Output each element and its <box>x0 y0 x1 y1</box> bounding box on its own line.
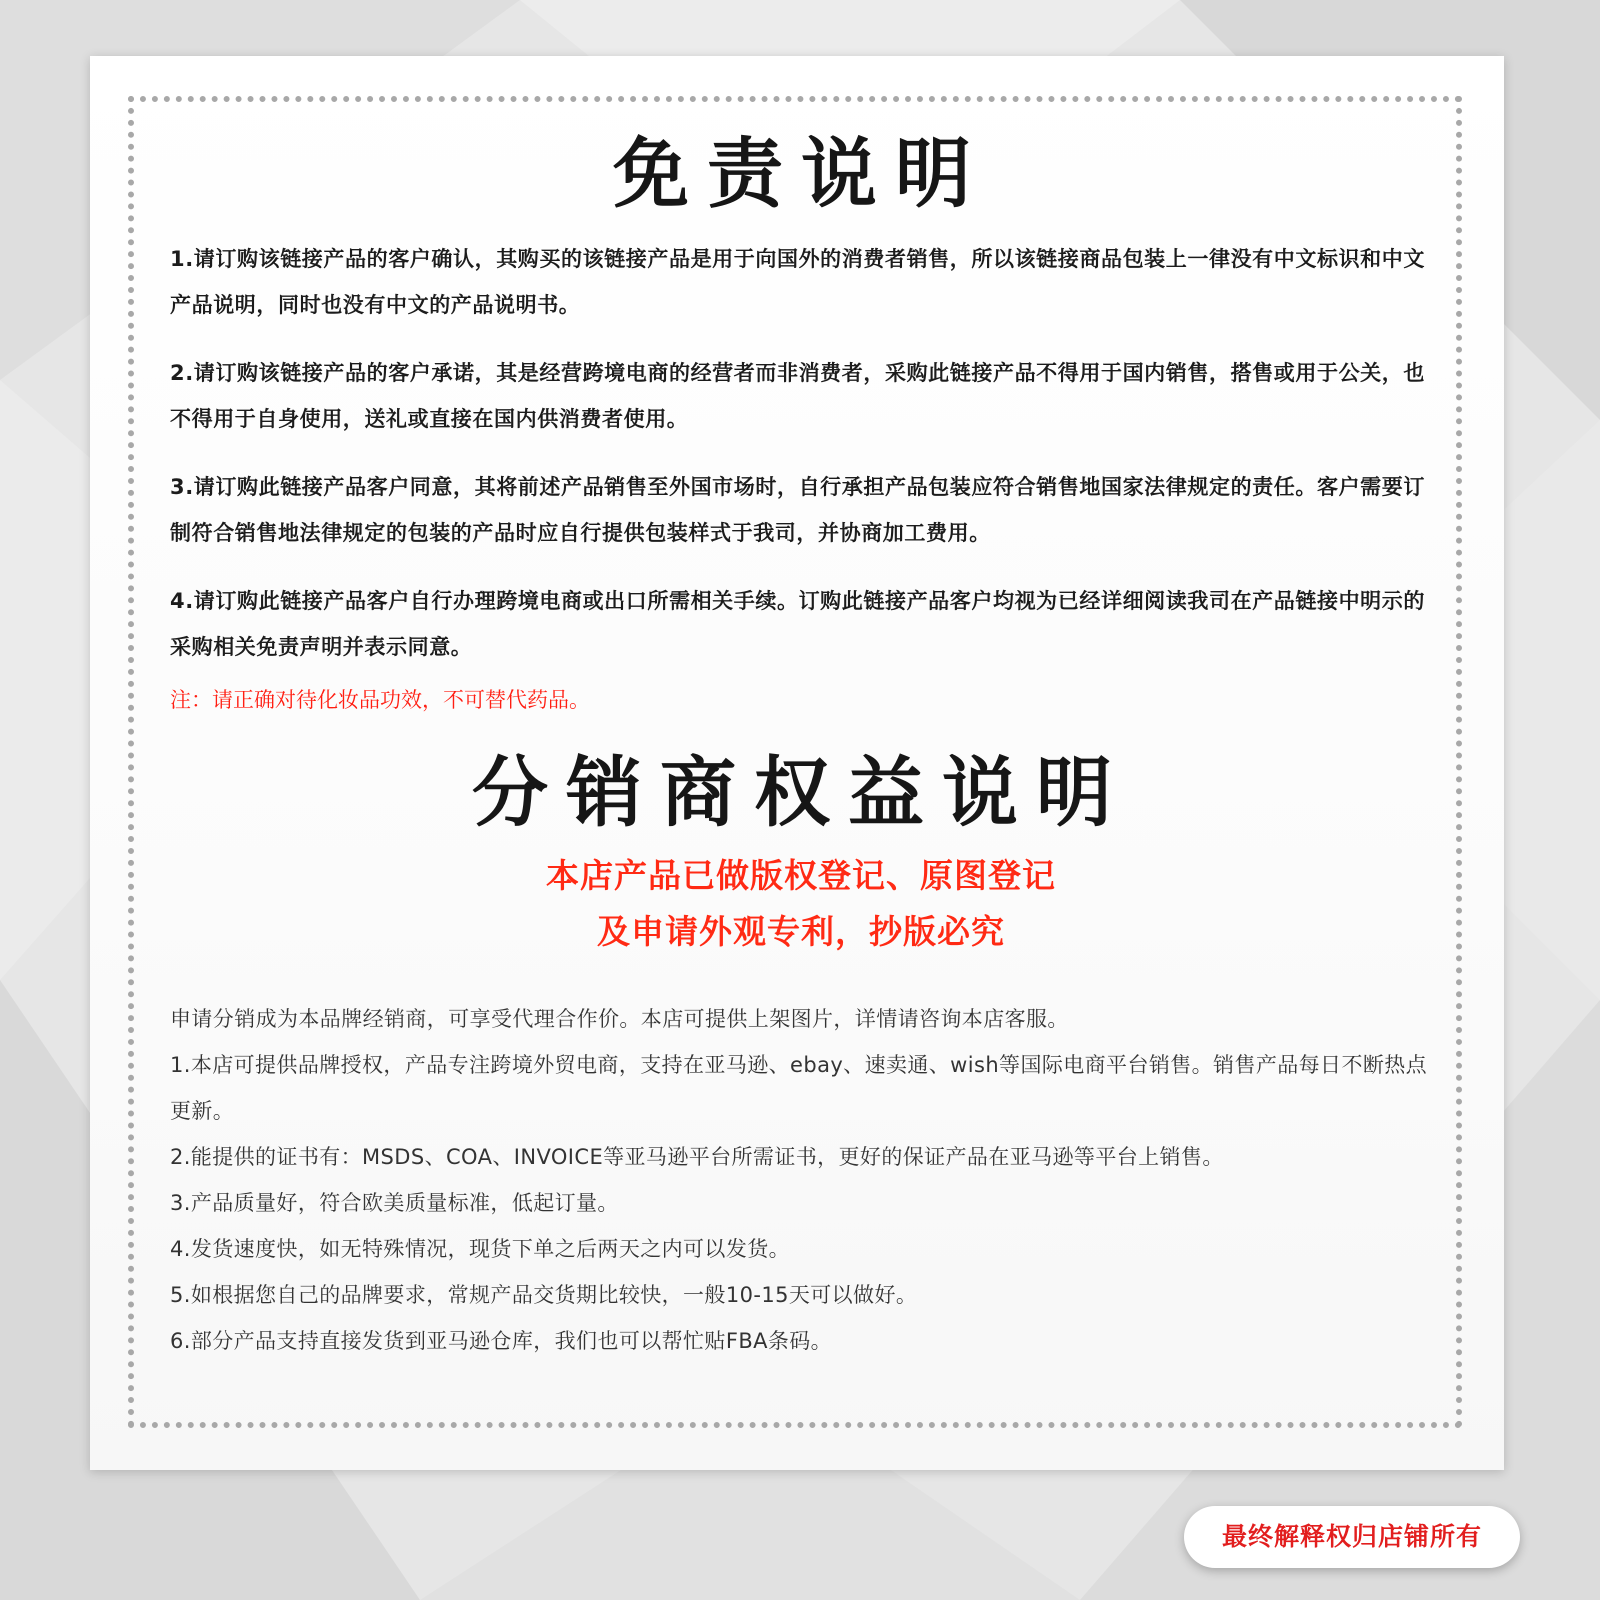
disclaimer-item-2: 2.请订购该链接产品的客户承诺，其是经营跨境电商的经营者而非消费者，采购此链接产品不得用于国内销售，搭售或用于公关，也不得用于自身使用，送礼或直接在国内供消费者使用。 <box>170 361 1425 431</box>
distributor-title: 分销商权益说明 <box>472 748 1130 837</box>
content-area <box>170 116 1432 1364</box>
distributor-benefits-list <box>170 996 1432 1364</box>
disclaimer-title: 免责说明 <box>613 129 989 218</box>
document-card <box>90 56 1504 1470</box>
cosmetics-note: 注：请正确对待化妆品功效，不可替代药品。 <box>170 688 590 712</box>
final-interpretation-badge: 最终解释权归店铺所有 <box>1184 1506 1520 1568</box>
benefit-item-1: 1.本店可提供品牌授权，产品专注跨境外贸电商，支持在亚马逊、ebay、速卖通、wish等国际电商平台销售。销售产品每日不断热点更新。 <box>170 1053 1428 1123</box>
benefit-item-4: 4.发货速度快，如无特殊情况，现货下单之后两天之内可以发货。 <box>170 1237 791 1261</box>
disclaimer-item-3: 3.请订购此链接产品客户同意，其将前述产品销售至外国市场时，自行承担产品包装应符合销售地国家法律规定的责任。客户需要订制符合销售地法律规定的包装的产品时应自行提供包装样式于我司，并协商加工费用。 <box>170 475 1425 545</box>
benefit-item-3: 3.产品质量好，符合欧美质量标准，低起订量。 <box>170 1191 619 1215</box>
benefit-item-5: 5.如根据您自己的品牌要求，常规产品交货期比较快，一般10-15天可以做好。 <box>170 1283 918 1307</box>
copyright-notice-line-2: 及申请外观专利，抄版必究 <box>597 912 1005 951</box>
benefit-item-6: 6.部分产品支持直接发货到亚马逊仓库，我们也可以帮忙贴FBA条码。 <box>170 1329 833 1353</box>
disclaimer-item-4: 4.请订购此链接产品客户自行办理跨境电商或出口所需相关手续。订购此链接产品客户均视为已经详细阅读我司在产品链接中明示的采购相关免责声明并表示同意。 <box>170 589 1425 659</box>
copyright-notice-line-1: 本店产品已做版权登记、原图登记 <box>546 856 1056 895</box>
benefit-item-2: 2.能提供的证书有：MSDS、COA、INVOICE等亚马逊平台所需证书，更好的保证产品在亚马逊等平台上销售。 <box>170 1145 1224 1169</box>
disclaimer-item-1: 1.请订购该链接产品的客户确认，其购买的该链接产品是用于向国外的消费者销售，所以该链接商品包装上一律没有中文标识和中文产品说明，同时也没有中文的产品说明书。 <box>170 247 1425 317</box>
disclaimer-list <box>170 236 1432 670</box>
benefit-intro: 申请分销成为本品牌经销商，可享受代理合作价。本店可提供上架图片，详情请咨询本店客服。 <box>170 1007 1069 1031</box>
